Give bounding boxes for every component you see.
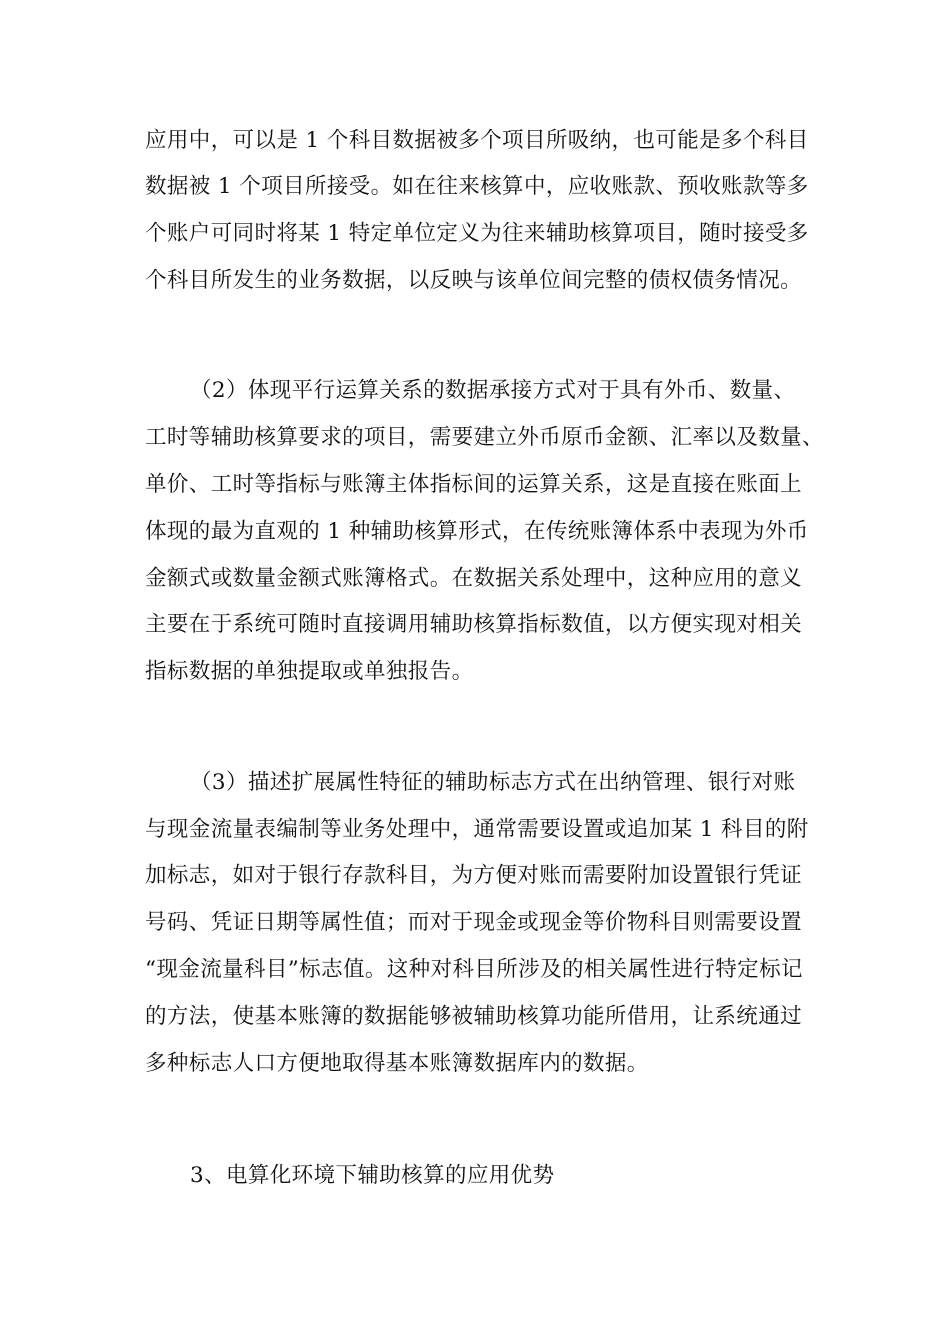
text-line: 号码、凭证日期等属性值；而对于现金或现金等价物科目则需要设置: [145, 910, 803, 935]
text-line: 主要在于系统可随时直接调用辅助核算指标数值，以方便实现对相关: [145, 612, 803, 637]
text-line: 应用中，可以是 1 个科目数据被多个项目所吸纳，也可能是多个科目: [145, 128, 809, 153]
section-heading: 3、电算化环境下辅助核算的应用优势: [190, 1163, 555, 1188]
text-line: 多种标志人口方便地取得基本账簿数据库内的数据。: [145, 1051, 649, 1076]
text-line: 的方法，使基本账簿的数据能够被辅助核算功能所借用，让系统通过: [145, 1004, 803, 1029]
text-line: 个科目所发生的业务数据，以反映与该单位间完整的债权债务情况。: [145, 268, 803, 293]
text-line: 工时等辅助核算要求的项目，需要建立外币原币金额、汇率以及数量、: [145, 425, 824, 450]
text-line: 加标志，如对于银行存款科目，为方便对账而需要附加设置银行凭证: [145, 863, 803, 888]
text-line: “现金流量科目”标志值。这种对科目所涉及的相关属性进行特定标记: [145, 957, 803, 982]
text-line: （2）体现平行运算关系的数据承接方式对于具有外币、数量、: [190, 378, 796, 403]
text-line: 个账户可同时将某 1 特定单位定义为往来辅助核算项目，随时接受多: [145, 221, 809, 246]
text-line: 数据被 1 个项目所接受。如在往来核算中，应收账款、预收账款等多: [145, 174, 809, 199]
text-line: 体现的最为直观的 1 种辅助核算形式，在传统账簿体系中表现为外币: [145, 519, 809, 544]
text-line: （3）描述扩展属性特征的辅助标志方式在出纳管理、银行对账: [190, 770, 796, 795]
text-line: 单价、工时等指标与账簿主体指标间的运算关系，这是直接在账面上: [145, 472, 803, 497]
text-line: 金额式或数量金额式账簿格式。在数据关系处理中，这种应用的意义: [145, 566, 803, 591]
text-line: 与现金流量表编制等业务处理中，通常需要设置或追加某 1 科目的附: [145, 817, 809, 842]
text-line: 指标数据的单独提取或单独报告。: [145, 659, 474, 684]
